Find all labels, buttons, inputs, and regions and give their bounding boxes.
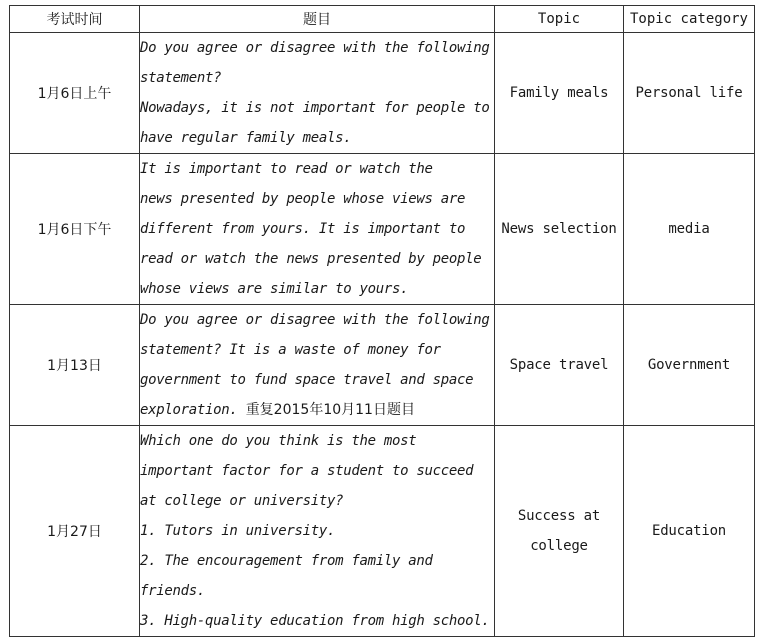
exam-date-cell: 1月13日: [10, 305, 140, 426]
topic-cell: [495, 154, 624, 305]
question-option: 2. The encouragement from family and: [140, 553, 433, 569]
question-cell: [140, 426, 495, 637]
topic-category-cell: Education: [624, 426, 755, 637]
table-row: [10, 33, 755, 154]
topic-category-cell: Government: [624, 305, 755, 426]
topic-category-cell: Personal life: [624, 33, 755, 154]
question-line: statement? It is a waste of money for: [140, 342, 441, 358]
question-line: Do you agree or disagree with the following: [140, 40, 490, 56]
table-row: [10, 154, 755, 305]
exam-topics-table: [9, 5, 755, 637]
table-row: [10, 426, 755, 637]
question-cell: [140, 33, 495, 154]
question-line: different from yours. It is important to: [140, 221, 466, 237]
exam-date-cell: 1月6日下午: [10, 154, 140, 305]
question-option: 1. Tutors in university.: [140, 523, 336, 539]
exam-date-cell: 1月27日: [10, 426, 140, 637]
header-topic-category: Topic category: [624, 6, 755, 33]
question-line: at college or university?: [140, 493, 344, 509]
question-line: exploration.: [140, 402, 238, 418]
topic-category-cell: media: [624, 154, 755, 305]
header-exam-date: 考试时间: [10, 6, 140, 33]
topic-cell: [495, 305, 624, 426]
topic-cell: [495, 426, 624, 637]
header-topic: Topic: [495, 6, 624, 33]
question-line: Which one do you think is the most: [140, 433, 417, 449]
exam-date-cell: 1月6日上午: [10, 33, 140, 154]
question-line: whose views are similar to yours.: [140, 281, 409, 297]
question-option: 3. High-quality education from high school.: [140, 613, 490, 629]
topic-line: News selection: [501, 221, 617, 237]
topic-line: Family meals: [509, 85, 609, 101]
table-row: [10, 305, 755, 426]
topic-cell: [495, 33, 624, 154]
header-question: 题目: [140, 6, 495, 33]
question-line: Nowadays, it is not important for people to: [140, 100, 490, 116]
question-line: important factor for a student to succeed: [140, 463, 474, 479]
question-option: friends.: [140, 583, 206, 599]
question-line: have regular family meals.: [140, 130, 352, 146]
question-line: news presented by people whose views are: [140, 191, 466, 207]
question-line: It is important to read or watch the: [140, 161, 433, 177]
question-line-with-note: [140, 395, 494, 425]
question-note: 重复2015年10月11日题目: [245, 402, 415, 418]
topic-line: Space travel: [509, 357, 609, 373]
topic-line: Success at: [517, 508, 601, 524]
question-cell: [140, 305, 495, 426]
question-line: Do you agree or disagree with the following: [140, 312, 490, 328]
topic-line: college: [530, 538, 588, 554]
question-line: read or watch the news presented by people: [140, 251, 482, 267]
table-header-row: [10, 6, 755, 33]
question-line: statement?: [140, 70, 222, 86]
question-cell: [140, 154, 495, 305]
question-line: government to fund space travel and space: [140, 372, 474, 388]
